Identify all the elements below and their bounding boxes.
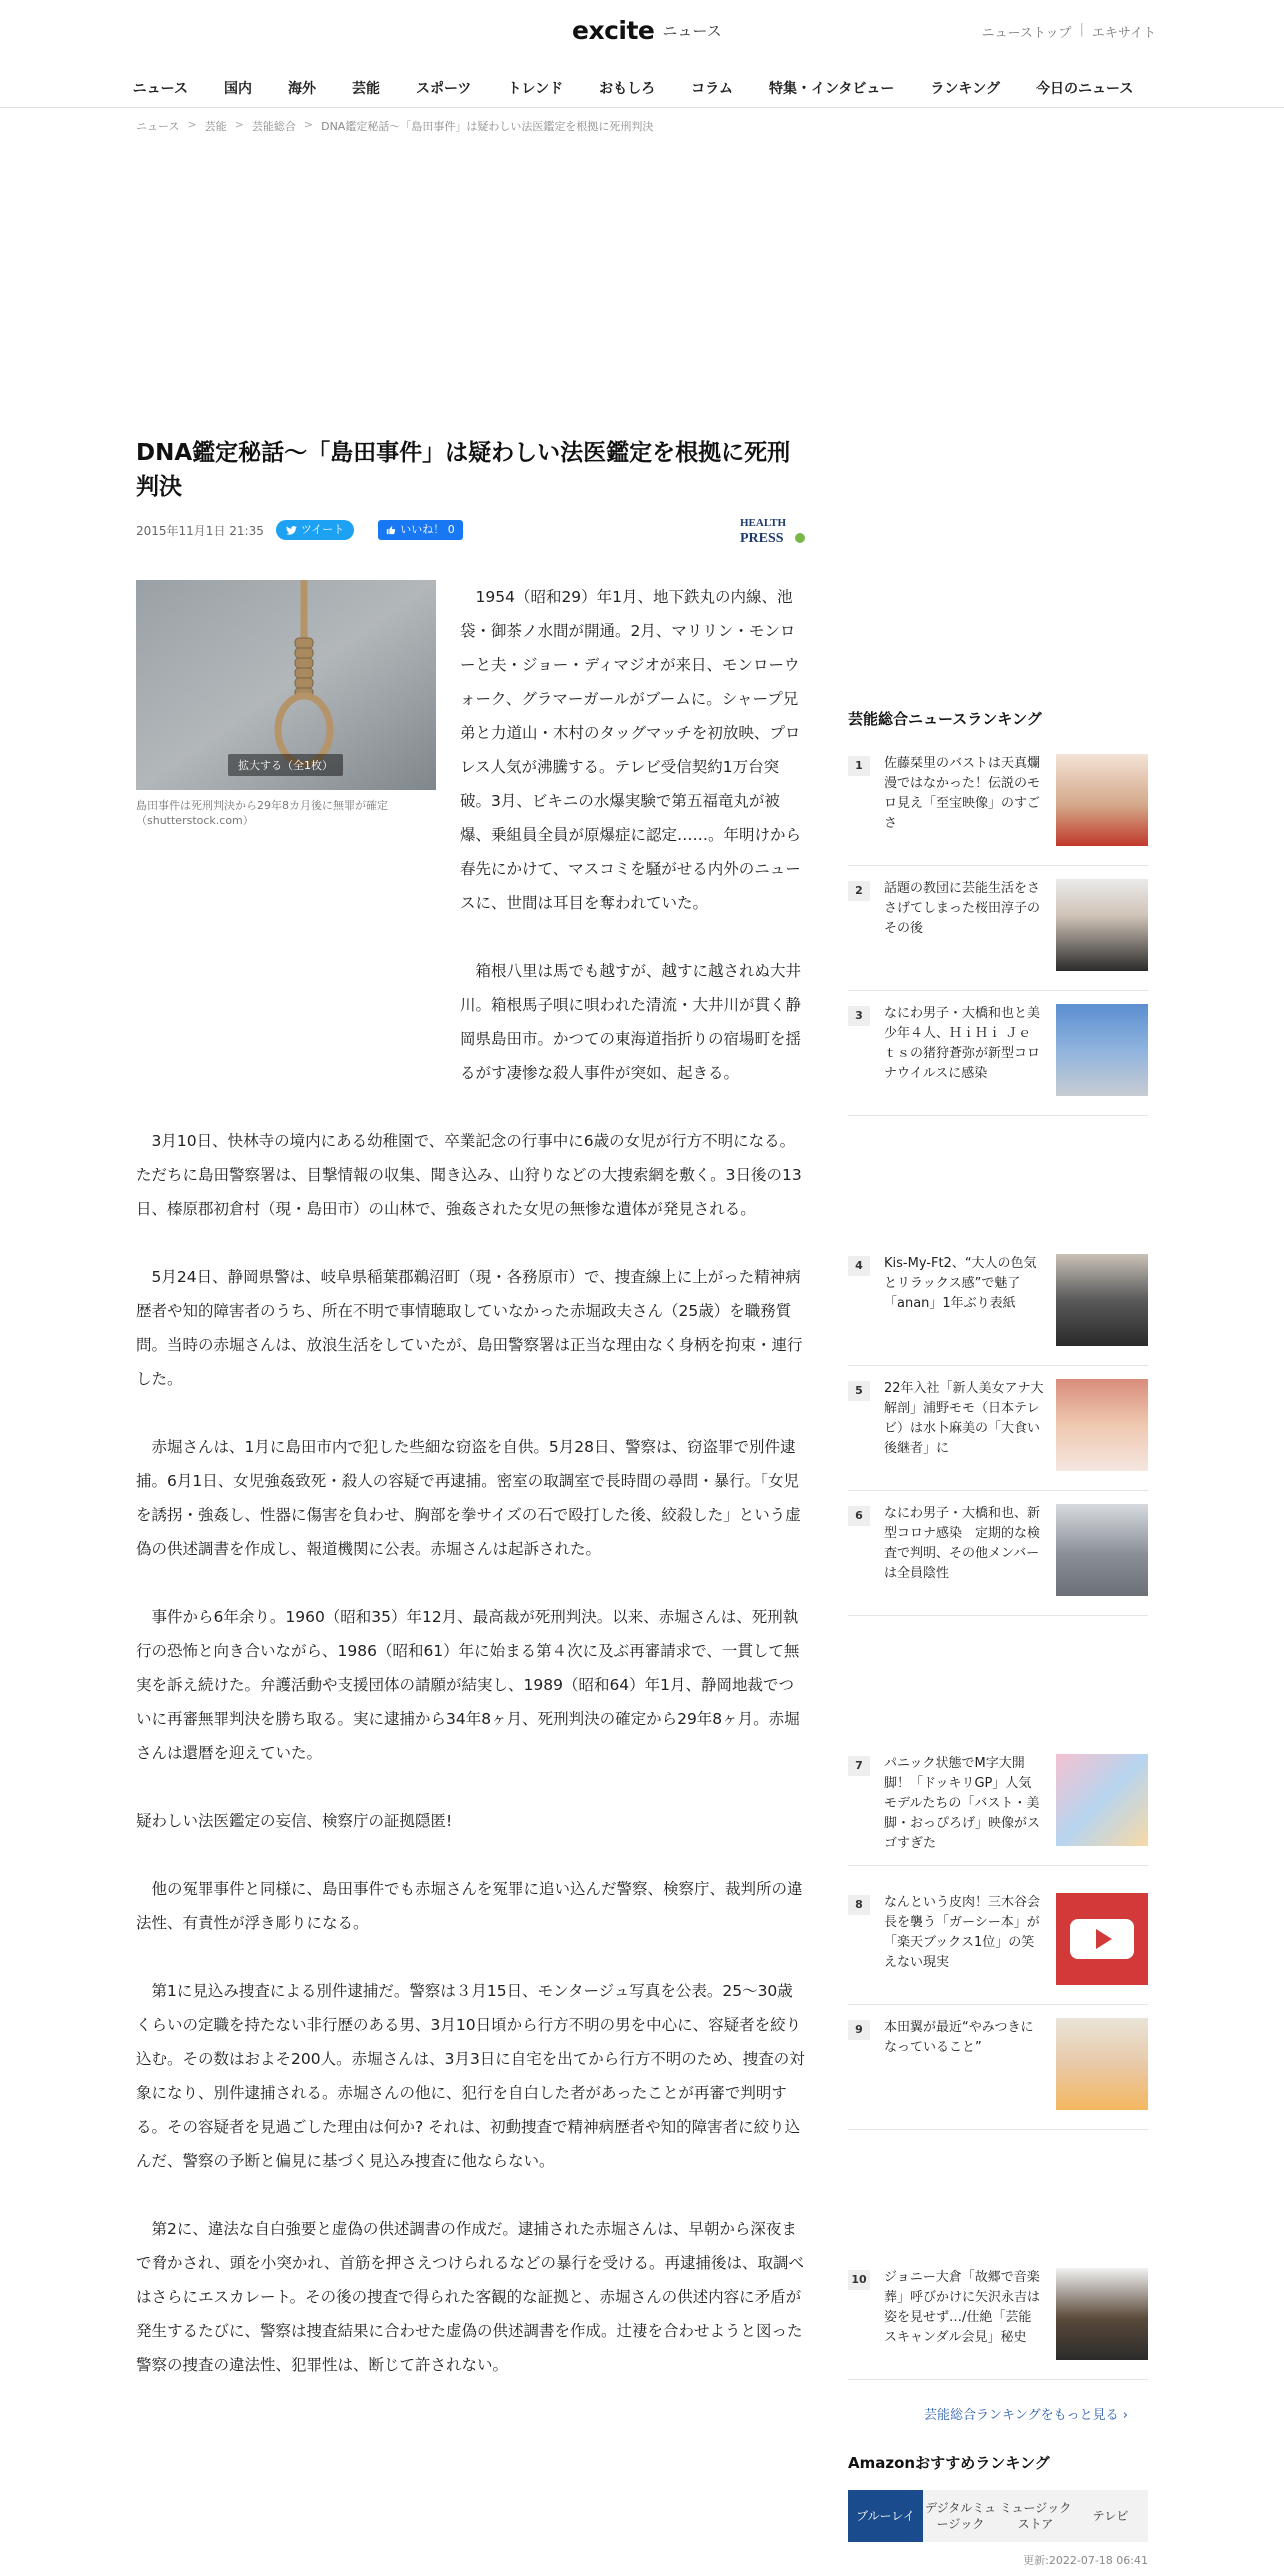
article-paragraph: 第2に、違法な自白強要と虚偽の供述調書の作成だ。逮捕された赤堀さんは、早朝から深夜まで脅かされ、頭を小突かれ、首筋を押さえつけられるなどの暴行を受ける。再逮捕後は、取調べはさらにエスカレート。その後の捜査で得られた客観的な証拠と、赤堀さんの供述内容に矛盾が発生するたびに、警察は捜査結果に合わせた虚偽の供述調書を作成。辻褄を合わせようと図った警察の捜査の違法性、犯罪性は、断じて許されない。 <box>136 2220 805 2374</box>
rank-number: 5 <box>848 1381 870 1401</box>
breadcrumb-separator: > <box>303 118 314 131</box>
nav-item[interactable]: 今日のニュース <box>1036 80 1134 97</box>
ranking-item[interactable] <box>848 1754 1148 1866</box>
article-paragraph: 3月10日、快林寺の境内にある幼稚園で、卒業記念の行事中に6歳の女児が行方不明になる。ただちに島田警察署は、目撃情報の収集、聞き込み、山狩りなどの大捜索網を敷く。3日後の13日、榛原郡初倉村（現・島田市）の山林で、強姦された女児の無惨な遺体が発見される。 <box>136 1132 802 1218</box>
rank-number: 1 <box>848 756 870 776</box>
rank-number: 9 <box>848 2020 870 2040</box>
amazon-tab-tv[interactable]: テレビ <box>1073 2490 1148 2542</box>
article-lead <box>136 580 808 1090</box>
breadcrumb-item[interactable]: ニュース <box>136 120 180 133</box>
article-paragraph: 他の冤罪事件と同様に、島田事件でも赤堀さんを冤罪に追い込んだ警察、検察庁、裁判所の違法性、有責性が浮き彫りになる。 <box>136 1880 803 1932</box>
nav-item[interactable]: トレンド <box>507 80 564 97</box>
amazon-tab-music-store[interactable]: ミュージックストア <box>998 2490 1073 2542</box>
rank-thumbnail <box>1056 1004 1148 1096</box>
logo-subtitle: ニュース <box>662 21 722 40</box>
rank-title: なんという皮肉！三木谷会長を襲う「ガーシー本」が「楽天ブックス1位」の笑えない現実 <box>884 1895 1041 1970</box>
amazon-tabs <box>848 2490 1148 2542</box>
ranking-item[interactable] <box>848 879 1148 991</box>
nav-item[interactable]: スポーツ <box>415 80 472 97</box>
nav-item[interactable]: 芸能 <box>351 80 380 97</box>
top-link-excite[interactable]: エキサイト <box>1091 26 1156 41</box>
article-title: DNA鑑定秘話〜「島田事件」は疑わしい法医鑑定を根拠に死刑判決 <box>136 440 791 500</box>
nav-item[interactable]: 特集・インタビュー <box>768 80 895 97</box>
article-body <box>136 1124 808 2382</box>
article-paragraph: 箱根八里は馬でも越すが、越すに越されぬ大井川。箱根馬子唄に唄われた清流・大井川が貫く静岡県島田市。かつての東海道指折りの宿場町を揺るがす凄惨な殺人事件が突如、起きる。 <box>460 962 802 1082</box>
breadcrumb-item[interactable]: 芸能総合 <box>251 120 296 133</box>
rank-thumbnail <box>1056 2268 1148 2360</box>
link-separator: | <box>1079 22 1084 37</box>
rank-title: 話題の教団に芸能生活をささげてしまった桜田淳子のその後 <box>884 881 1041 936</box>
nav-item[interactable]: コラム <box>691 80 733 97</box>
article-paragraph: 5月24日、静岡県警は、岐阜県稲葉郡鵜沼町（現・各務原市）で、捜査線上に上がった精神病歴者や知的障害者のうち、所在不明で事情聴取していなかった赤堀政夫さん（25歳）を職務質問。当時の赤堀さんは、放浪生活をしていたが、島田警察署は正当な理由なく身柄を拘束・連行した。 <box>136 1268 803 1388</box>
amazon-tab-bluray[interactable]: ブルーレイ <box>848 2490 923 2542</box>
svg-text:HEALTH: HEALTH <box>740 517 787 529</box>
rank-number: 6 <box>848 1506 870 1526</box>
rank-title: 佐藤栞里のバストは天真爛漫ではなかった！伝説のモロ見え「至宝映像」のすごさ <box>884 756 1041 831</box>
article-paragraph: 事件から6年余り。1960（昭和35）年12月、最高裁が死刑判決。以来、赤堀さんは、死刑執行の恐怖と向き合いながら、1986（昭和61）年に始まる第４次に及ぶ再審請求で、一貫して無実を訴え続けた。弁護活動や支援団体の請願が結実し、1989（昭和64）年1月、静岡地裁でついに再審無罪判決を勝ち取る。実に逮捕から34年8ヶ月、死刑判決の確定から29年8ヶ月。赤堀さんは還暦を迎えていた。 <box>136 1608 800 1762</box>
rank-title: 本田翼が最近“やみつきになっていること” <box>884 2020 1034 2055</box>
article-figure <box>136 580 436 828</box>
article-paragraph: 第1に見込み捜査による別件逮捕だ。警察は３月15日、モンタージュ写真を公表。25～30歳くらいの定職を持たない非行歴のある男、3月10日頃から行方不明の男を中心に、容疑者を絞り込む。その数はおよそ200人。赤堀さんは、3月3日に自宅を出てから行方不明のため、捜査の対象になり、別件逮捕される。赤堀さんの他に、犯行を自白した者があったことが再審で判明する。その容疑者を見過ごした理由は何か? それは、初動捜査で精神病歴者や知的障害者に絞り込んだ、警察の予断と偏見に基づく見込み捜査に他ならない。 <box>136 1982 805 2170</box>
amazon-ranking-title: Amazonおすすめランキング <box>848 2454 1050 2472</box>
rank-title: なにわ男子・大橋和也と美少年４人、ＨｉＨｉ Ｊｅｔｓの猪狩蒼弥が新型コロナウイルスに感染 <box>884 1006 1041 1081</box>
rank-thumbnail <box>1056 1254 1148 1346</box>
rank-number: 4 <box>848 1256 870 1276</box>
breadcrumb-item[interactable]: 芸能 <box>204 120 227 133</box>
rank-thumbnail <box>1056 754 1148 846</box>
site-header <box>0 0 1284 62</box>
breadcrumb-separator: > <box>187 118 197 131</box>
thumbs-up-icon <box>386 525 396 535</box>
nav-item[interactable]: おもしろ <box>599 80 656 97</box>
nav-item[interactable]: 海外 <box>287 80 316 97</box>
breadcrumb-separator: > <box>234 118 244 131</box>
noose-photo[interactable] <box>136 580 436 790</box>
rank-number: 10 <box>848 2270 870 2290</box>
ranking-item[interactable] <box>848 754 1148 866</box>
article-subheading: 疑わしい法医鑑定の妄信、検察庁の証拠隠匿! <box>136 1812 453 1830</box>
rank-thumbnail <box>1056 1754 1148 1846</box>
rank-title: パニック状態でM字大開脚！「ドッキリGP」人気モデルたちの「バスト・美脚・おっぴろげ」映像がスゴすぎた <box>884 1756 1041 1851</box>
article-date: 2015年11月1日 21:35 <box>136 523 264 538</box>
ranking-item[interactable] <box>848 1504 1148 1616</box>
chevron-right-icon: › <box>1122 2408 1128 2423</box>
rank-title: ジョニー大倉「故郷で音楽葬」呼びかけに矢沢永吉は姿を見せず…/仕絶「芸能スキャンダル会見」秘史 <box>884 2270 1041 2345</box>
lead-text <box>460 580 808 1090</box>
rank-title: Kis-My-Ft2、“大人の色気とリラックス感”で魅了 「anan」1年ぶり表紙 <box>884 1256 1037 1311</box>
health-press-logo[interactable] <box>738 514 808 548</box>
breadcrumb-current: DNA鑑定秘話〜「島田事件」は疑わしい法医鑑定を根拠に死刑判決 <box>321 120 654 133</box>
photo-caption: 島田事件は死刑判決から29年8カ月後に無罪が確定（shutterstock.com） <box>136 799 388 827</box>
rank-thumbnail <box>1056 1504 1148 1596</box>
rank-number: 2 <box>848 881 870 901</box>
play-button-icon <box>1056 1893 1148 1985</box>
ranking-item[interactable] <box>848 1379 1148 1491</box>
like-button[interactable] <box>378 520 463 540</box>
global-nav <box>0 68 1284 108</box>
updated-timestamp: 更新:2022-07-18 06:41 <box>1023 2554 1148 2567</box>
ranking-item[interactable] <box>848 2268 1148 2380</box>
top-links <box>982 22 1156 41</box>
rank-number: 3 <box>848 1006 870 1026</box>
top-link-news[interactable]: ニューストップ <box>981 26 1072 41</box>
breadcrumb <box>136 118 653 134</box>
ranking-item[interactable] <box>848 2018 1148 2130</box>
like-label: いいね！ 0 <box>400 523 455 536</box>
site-logo[interactable] <box>572 12 722 48</box>
nav-item[interactable]: ランキング <box>930 80 1001 97</box>
rank-title: なにわ男子・大橋和也、新型コロナ感染 定期的な検査で判明、その他メンバーは全員陰性 <box>884 1506 1041 1581</box>
ranking-item[interactable] <box>848 1893 1148 2005</box>
amazon-tab-digital-music[interactable]: デジタルミュージック <box>923 2490 998 2542</box>
article-paragraph: 赤堀さんは、1月に島田市内で犯した些細な窃盗を自供。5月28日、警察は、窃盗罪で別件逮捕。6月1日、女児強姦致死・殺人の容疑で再逮捕。密室の取調室で長時間の尋問・暴行。「女児を誘拐・強姦し、性器に傷害を負わせ、胸部を拳サイズの石で殴打した後、絞殺した」という虚偽の供述調書を作成し、報道機関に公表。赤堀さんは起訴された。 <box>136 1438 801 1558</box>
article-meta <box>136 517 808 546</box>
ranking-item[interactable] <box>848 1004 1148 1116</box>
more-ranking-link[interactable] <box>924 2404 1128 2423</box>
ranking-title: 芸能総合ニュースランキング <box>848 710 1042 728</box>
tweet-button[interactable] <box>276 520 354 540</box>
enlarge-photo-button[interactable]: 拡大する（全1枚） <box>228 754 343 776</box>
nav-item[interactable]: 国内 <box>223 80 252 97</box>
article <box>136 436 808 2416</box>
rank-thumbnail <box>1056 1379 1148 1471</box>
rank-number: 7 <box>848 1756 870 1776</box>
article-paragraph: 1954（昭和29）年1月、地下鉄丸の内線、池袋・御茶ノ水間が開通。2月、マリリン・モンローと夫・ジョー・ディマジオが来日、モンローウォーク、グラマーガールがブームに。シャープ兄弟と力道山・木村のタッグマッチを初放映、プロレス人気が沸騰する。テレビ受信契約1万台突破。3月、ビキニの水爆実験で第五福竜丸が被爆、乗組員全員が原爆症に認定……。年明けから春先にかけて、マスコミを騒がせる内外のニュースに、世間は耳目を奪われていた。 <box>460 588 802 912</box>
rank-number: 8 <box>848 1895 870 1915</box>
rank-title: 22年入社「新人美女アナ大解剖」浦野モモ（日本テレビ）は水卜麻美の「大食い後継者」に <box>884 1381 1044 1456</box>
ranking-item[interactable] <box>848 1254 1148 1366</box>
twitter-bird-icon <box>286 526 297 535</box>
tweet-label: ツイート <box>300 523 345 536</box>
more-ranking-label: 芸能総合ランキングをもっと見る <box>924 2408 1119 2423</box>
logo-wordmark: excite <box>572 15 655 45</box>
nav-item[interactable]: ニュース <box>132 80 188 97</box>
rank-thumbnail <box>1056 1893 1148 1985</box>
rank-thumbnail <box>1056 879 1148 971</box>
svg-text:PRESS: PRESS <box>740 531 784 546</box>
rank-thumbnail <box>1056 2018 1148 2110</box>
